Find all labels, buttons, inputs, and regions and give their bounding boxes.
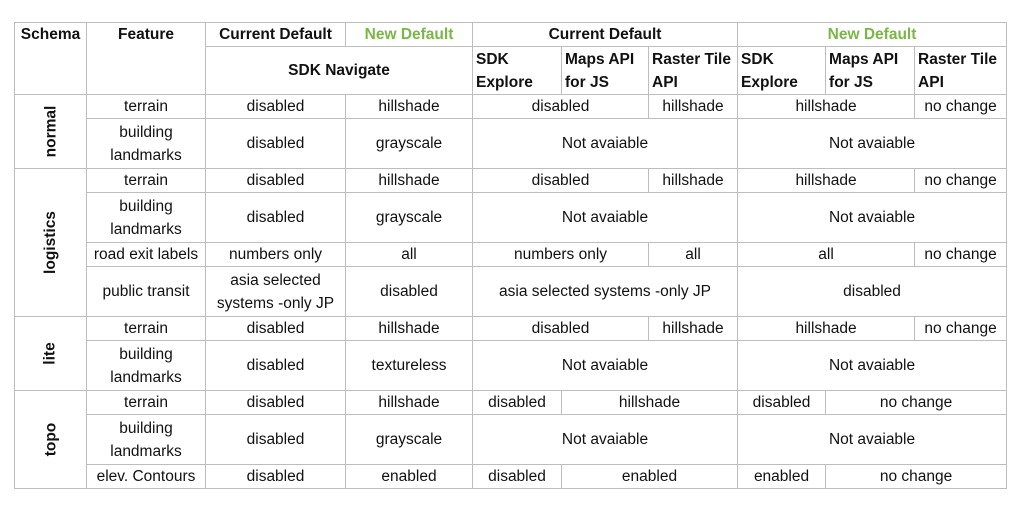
schema-normal: normal — [15, 95, 87, 169]
feature-cell: terrain — [87, 95, 206, 119]
current-default-cell: Not avaiable — [473, 415, 738, 465]
table-row — [15, 119, 1007, 169]
new-explore-js-cell: hillshade — [738, 95, 915, 119]
table-row — [15, 317, 1007, 341]
new-default-cell: Not avaiable — [738, 341, 1007, 391]
nav-current-cell: disabled — [206, 169, 346, 193]
header-row-1 — [15, 23, 1007, 47]
new-raster-cell: no change — [915, 169, 1007, 193]
nav-new-cell: hillshade — [346, 391, 473, 415]
nav-new-cell: grayscale — [346, 415, 473, 465]
table-row — [15, 267, 1007, 317]
new-sdk-explore-header: SDK Explore — [738, 47, 826, 95]
nav-current-cell: disabled — [206, 193, 346, 243]
nav-current-cell: numbers only — [206, 243, 346, 267]
new-explore-js-cell: hillshade — [738, 169, 915, 193]
new-default-cell: Not avaiable — [738, 193, 1007, 243]
nav-current-cell: disabled — [206, 119, 346, 169]
nav-current-cell: disabled — [206, 415, 346, 465]
new-maps-api-js-header: Maps API for JS — [826, 47, 915, 95]
current-js-raster-cell: enabled — [562, 465, 738, 489]
feature-cell: building landmarks — [87, 119, 206, 169]
schema-topo: topo — [15, 391, 87, 489]
new-raster-tile-api-header: Raster Tile API — [915, 47, 1007, 95]
nav-current-cell: disabled — [206, 341, 346, 391]
nav-new-cell: hillshade — [346, 317, 473, 341]
new-raster-cell: no change — [915, 243, 1007, 267]
nav-new-cell: disabled — [346, 267, 473, 317]
new-default-cell: disabled — [738, 267, 1007, 317]
new-explore-cell: enabled — [738, 465, 826, 489]
nav-current-cell: disabled — [206, 317, 346, 341]
current-explore-js-cell: disabled — [473, 169, 649, 193]
feature-cell: terrain — [87, 391, 206, 415]
current-explore-js-cell: numbers only — [473, 243, 649, 267]
current-default-cell: asia selected systems -only JP — [473, 267, 738, 317]
current-raster-cell: hillshade — [649, 169, 738, 193]
current-default-group-header: Current Default — [473, 23, 738, 47]
new-default-cell: Not avaiable — [738, 415, 1007, 465]
new-default-group-header: New Default — [738, 23, 1007, 47]
cur-maps-api-js-header: Maps API for JS — [562, 47, 649, 95]
current-explore-js-cell: disabled — [473, 317, 649, 341]
table-row — [15, 391, 1007, 415]
new-js-raster-cell: no change — [826, 391, 1007, 415]
feature-cell: terrain — [87, 317, 206, 341]
current-raster-cell: all — [649, 243, 738, 267]
current-default-cell: Not avaiable — [473, 119, 738, 169]
feature-cell: elev. Contours — [87, 465, 206, 489]
cur-raster-tile-api-header: Raster Tile API — [649, 47, 738, 95]
schema-logistics: logistics — [15, 169, 87, 317]
nav-new-cell: enabled — [346, 465, 473, 489]
schema-feature-table — [14, 22, 1007, 489]
feature-header: Feature — [87, 23, 206, 95]
current-raster-cell: hillshade — [649, 95, 738, 119]
new-raster-cell: no change — [915, 95, 1007, 119]
nav-new-cell: all — [346, 243, 473, 267]
feature-cell: terrain — [87, 169, 206, 193]
table-row — [15, 243, 1007, 267]
nav-new-cell: grayscale — [346, 193, 473, 243]
table-row — [15, 465, 1007, 489]
new-explore-js-cell: hillshade — [738, 317, 915, 341]
nav-new-cell: grayscale — [346, 119, 473, 169]
nav-new-cell: textureless — [346, 341, 473, 391]
schema-lite: lite — [15, 317, 87, 391]
schema-header: Schema — [15, 23, 87, 95]
nav-new-cell: hillshade — [346, 95, 473, 119]
current-explore-js-cell: disabled — [473, 95, 649, 119]
new-explore-js-cell: all — [738, 243, 915, 267]
cur-sdk-explore-header: SDK Explore — [473, 47, 562, 95]
table-row — [15, 415, 1007, 465]
feature-cell: road exit labels — [87, 243, 206, 267]
feature-cell: public transit — [87, 267, 206, 317]
nav-new-cell: hillshade — [346, 169, 473, 193]
feature-cell: building landmarks — [87, 193, 206, 243]
current-js-raster-cell: hillshade — [562, 391, 738, 415]
nav-current-default-header: Current Default — [206, 23, 346, 47]
nav-current-cell: disabled — [206, 95, 346, 119]
new-explore-cell: disabled — [738, 391, 826, 415]
new-js-raster-cell: no change — [826, 465, 1007, 489]
feature-cell: building landmarks — [87, 341, 206, 391]
new-raster-cell: no change — [915, 317, 1007, 341]
nav-current-cell: asia selected systems -only JP — [206, 267, 346, 317]
nav-current-cell: disabled — [206, 391, 346, 415]
table-row — [15, 169, 1007, 193]
current-explore-cell: disabled — [473, 391, 562, 415]
current-default-cell: Not avaiable — [473, 341, 738, 391]
current-default-cell: Not avaiable — [473, 193, 738, 243]
new-default-cell: Not avaiable — [738, 119, 1007, 169]
table-row — [15, 193, 1007, 243]
table-row — [15, 95, 1007, 119]
table-row — [15, 341, 1007, 391]
current-explore-cell: disabled — [473, 465, 562, 489]
feature-cell: building landmarks — [87, 415, 206, 465]
nav-new-default-header: New Default — [346, 23, 473, 47]
nav-current-cell: disabled — [206, 465, 346, 489]
sdk-navigate-header: SDK Navigate — [206, 47, 473, 95]
current-raster-cell: hillshade — [649, 317, 738, 341]
